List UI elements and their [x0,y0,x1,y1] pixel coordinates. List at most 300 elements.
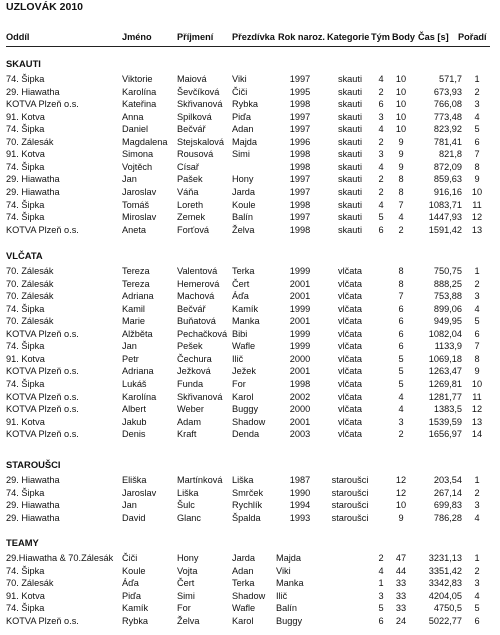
cell-prijmeni: Valentová [177,266,218,276]
cell-oddil: 29. Hiawatha [6,475,60,485]
cell-poradi: 4 [474,512,480,523]
cell-prijmeni: Machová [177,291,215,302]
cell-prezdivka: Ježek [232,366,257,377]
cell-rok-narozeni: 1997 [289,186,311,197]
cell-poradi: 13 [471,416,483,427]
table-row [0,602,500,614]
cell-jmeno: Adriana [122,291,154,302]
cell-prezdivka: Kamík [232,303,259,314]
cell-prezdivka: Hony [232,174,254,185]
cell-body: 33 [395,578,407,589]
cell-prezdivka: Smrček [232,487,264,498]
cell-prijmeni: Šulc [177,500,195,511]
cell-prezdivka: Rychlík [232,500,263,511]
cell-rok-narozeni: 1990 [289,487,311,498]
cell-prijmeni: Adam [177,416,202,427]
cell-cas: 1269,81 [428,378,462,389]
cell-jmeno: Denis [122,429,146,440]
cell-prezdivka: Shadow [232,590,266,601]
cell-poradi: 7 [474,149,480,160]
section-heading: VLČATA [6,250,43,261]
cell-kategorie: vlčata [337,341,362,352]
cell-cas: 1447,93 [428,212,462,223]
cell-jmeno: Jaroslav [122,487,157,498]
cell-kategorie: skauti [337,86,362,97]
cell-prezdivka: Špalda [232,512,261,523]
cell-prijmeni: Skřivanová [177,99,223,110]
cell-poradi: 2 [474,86,480,97]
cell-kategorie: skauti [337,224,362,235]
cell-prijmeni: Maiová [177,74,207,84]
cell-cas: 872,09 [433,161,462,172]
cell-jmeno: Tereza [122,278,150,289]
cell-kategorie: vlčata [337,291,362,302]
cell-oddil: 29.Hiawatha & 70.Zálesák [6,553,114,563]
cell-kategorie: skauti [337,124,362,135]
cell-cas: 766,08 [433,99,462,110]
table-row [0,378,500,390]
cell-cas: 786,28 [433,512,462,523]
cell-body: 7 [398,291,404,302]
cell-kategorie: skauti [337,174,362,185]
cell-kategorie: staroušci [331,475,369,485]
cell-jmeno: Kamík [122,603,149,614]
cell-poradi: 1 [474,553,480,563]
cell-cas: 673,93 [433,86,462,97]
cell-body: 3 [398,416,404,427]
cell-prijmeni: Liška [177,487,199,498]
cell-jmeno: Tereza [122,266,150,276]
cell-poradi: 3 [474,500,480,511]
cell-oddil: 70. Zálesák [6,136,54,147]
cell-poradi: 7 [474,341,480,352]
cell-prezdivka: Ilič [232,353,244,364]
cell-body: 10 [395,86,407,97]
cell-tym: 3 [378,149,384,160]
cell-oddil: 29. Hiawatha [6,186,60,197]
cell-jmeno: Áďa [122,578,139,589]
header-kategorie: Kategorie [327,32,370,42]
cell-prijmeni: Pašek [177,174,203,185]
cell-prezdivka: Karol [232,391,254,402]
document-title: UZLOVÁK 2010 [6,1,84,13]
cell-tym: 1 [378,578,384,589]
cell-kategorie: vlčata [337,303,362,314]
cell-poradi: 1 [474,74,480,84]
cell-body: 33 [395,603,407,614]
cell-cas: 823,92 [433,124,462,135]
header-rok-narozeni: Rok naroz. [278,32,325,42]
cell-tym: 4 [378,565,384,576]
table-row [0,328,500,340]
cell-prezdivka: Terka [232,266,255,276]
cell-tym: 6 [378,224,384,235]
cell-rok-narozeni: 1994 [289,500,311,511]
cell-cas: 4204,05 [428,590,462,601]
cell-rok-narozeni: 1997 [289,74,311,84]
cell-cas: 1069,18 [428,353,462,364]
cell-rok-narozeni: 2002 [289,391,311,402]
table-row [0,577,500,589]
cell-prijmeni: Ševčíková [177,86,220,97]
cell-poradi: 14 [471,429,483,440]
cell-cas: 267,14 [433,487,462,498]
table-row [0,278,500,290]
table-row [0,98,500,110]
cell-jmeno: Anna [122,111,144,122]
cell-kategorie: staroušci [331,487,369,498]
cell-prezdivka: Liška [232,475,254,485]
cell-cas: 859,63 [433,174,462,185]
table-row [0,303,500,315]
cell-prijmeni: Martínková [177,475,223,485]
cell-body: 12 [395,475,407,485]
cell-prezdivka: Jarda [232,553,255,563]
cell-oddil: KOTVA Plzeň o.s. [6,99,79,110]
cell-rok-narozeni: 1998 [289,149,311,160]
cell-rok-narozeni: Buggy [276,615,303,626]
cell-jmeno: Jan [122,174,137,185]
cell-prezdivka: Bibi [232,328,248,339]
cell-oddil: 74. Šipka [6,378,45,389]
cell-prezdivka: Piďa [232,111,251,122]
table-row [0,315,500,327]
cell-body: 2 [398,429,404,440]
cell-prijmeni: Bečvář [177,303,206,314]
cell-poradi: 1 [474,475,480,485]
cell-jmeno: Piďa [122,590,141,601]
table-row [0,290,500,302]
cell-jmeno: Vojtěch [122,161,153,172]
cell-body: 10 [395,111,407,122]
cell-prijmeni: Stejskalová [177,136,224,147]
cell-prijmeni: Spilková [177,111,212,122]
cell-poradi: 2 [474,487,480,498]
cell-kategorie: staroušci [331,500,369,511]
cell-cas: 1083,71 [428,199,462,210]
cell-body: 8 [398,174,404,185]
cell-body: 33 [395,590,407,601]
cell-prijmeni: Hemerová [177,278,220,289]
cell-cas: 1591,42 [428,224,462,235]
header-prijmeni: Příjmení [177,32,214,42]
cell-body: 44 [395,565,407,576]
cell-jmeno: Lukáš [122,378,147,389]
cell-prijmeni: For [177,603,191,614]
cell-body: 6 [398,341,404,352]
table-row [0,186,500,198]
cell-rok-narozeni: 1999 [289,266,311,276]
table-row [0,136,500,148]
table-row [0,365,500,377]
cell-jmeno: Alžběta [122,328,153,339]
cell-oddil: 91. Kotva [6,149,45,160]
table-row [0,199,500,211]
cell-poradi: 13 [471,224,483,235]
cell-body: 12 [395,487,407,498]
cell-body: 47 [395,553,407,563]
section-heading: SKAUTI [6,58,41,69]
cell-rok-narozeni: 1999 [289,303,311,314]
cell-kategorie: skauti [337,212,362,223]
cell-kategorie: vlčata [337,391,362,402]
header-poradi: Pořadí [458,32,487,42]
cell-jmeno: Kamil [122,303,145,314]
cell-oddil: 29. Hiawatha [6,512,60,523]
cell-kategorie: skauti [337,74,362,84]
cell-prijmeni: Kraft [177,429,197,440]
cell-oddil: 29. Hiawatha [6,86,60,97]
cell-oddil: KOTVA Plzeň o.s. [6,429,79,440]
cell-rok-narozeni: 1998 [289,224,311,235]
cell-prezdivka: Karol [232,615,254,626]
cell-oddil: 74. Šipka [6,487,45,498]
cell-body: 9 [398,136,404,147]
cell-rok-narozeni: 1995 [289,86,311,97]
cell-prezdivka: Manka [232,316,260,327]
cell-rok-narozeni: 1993 [289,512,311,523]
cell-poradi: 12 [471,404,483,415]
cell-body: 9 [398,161,404,172]
section-heading: TEAMY [6,537,39,548]
cell-tym: 2 [378,86,384,97]
cell-prijmeni: Vojta [177,565,198,576]
table-row [0,403,500,415]
section-heading: STAROUŠCI [6,459,61,470]
cell-prijmeni: Weber [177,404,204,415]
cell-rok-narozeni: 1999 [289,341,311,352]
cell-prezdivka: Wafle [232,603,256,614]
cell-oddil: 70. Zálesák [6,266,54,276]
cell-tym: 5 [378,603,384,614]
cell-body: 8 [398,266,404,276]
cell-jmeno: Jan [122,341,137,352]
cell-body: 4 [398,212,404,223]
cell-jmeno: Kateřina [122,99,157,110]
cell-poradi: 9 [474,366,480,377]
cell-body: 9 [398,512,404,523]
cell-cas: 5022,77 [428,615,462,626]
table-row [0,353,500,365]
cell-oddil: 74. Šipka [6,303,45,314]
cell-jmeno: Aneta [122,224,147,235]
cell-oddil: 74. Šipka [6,341,45,352]
cell-kategorie: skauti [337,161,362,172]
cell-rok-narozeni: Balín [276,603,297,614]
cell-kategorie: vlčata [337,278,362,289]
cell-prijmeni: Želva [177,615,200,626]
cell-jmeno: Simona [122,149,154,160]
cell-body: 10 [395,99,407,110]
cell-kategorie: staroušci [331,512,369,523]
table-row [0,590,500,602]
cell-prezdivka: Buggy [232,404,259,415]
cell-tym: 2 [378,136,384,147]
header-oddil: Oddíl [6,32,30,42]
cell-prijmeni: Ježková [177,366,211,377]
cell-prezdivka: Želva [232,224,255,235]
cell-prezdivka: For [232,378,246,389]
cell-poradi: 3 [474,578,480,589]
cell-jmeno: Koule [122,565,146,576]
cell-jmeno: Tomáš [122,199,150,210]
cell-poradi: 2 [474,565,480,576]
cell-rok-narozeni: 1998 [289,99,311,110]
cell-body: 2 [398,224,404,235]
cell-poradi: 3 [474,99,480,110]
cell-tym: 2 [378,553,384,563]
cell-cas: 3351,42 [428,565,462,576]
cell-oddil: 74. Šipka [6,603,45,614]
cell-oddil: 74. Šipka [6,124,45,135]
cell-jmeno: Miroslav [122,212,157,223]
cell-kategorie: skauti [337,99,362,110]
table-row [0,487,500,499]
cell-prezdivka: Balín [232,212,253,223]
cell-cas: 699,83 [433,500,462,511]
cell-kategorie: skauti [337,149,362,160]
cell-jmeno: Marie [122,316,145,327]
cell-oddil: 91. Kotva [6,416,45,427]
cell-body: 6 [398,328,404,339]
cell-tym: 6 [378,99,384,110]
cell-prijmeni: Čert [177,578,195,589]
cell-rok-narozeni: 2000 [289,404,311,415]
cell-poradi: 5 [474,316,480,327]
cell-prijmeni: Čechura [177,353,212,364]
cell-kategorie: vlčata [337,416,362,427]
cell-oddil: KOTVA Plzeň o.s. [6,224,79,235]
cell-poradi: 9 [474,174,480,185]
cell-poradi: 5 [474,603,480,614]
cell-prijmeni: Zemek [177,212,206,223]
cell-prezdivka: Denda [232,429,260,440]
cell-oddil: KOTVA Plzeň o.s. [6,366,79,377]
cell-oddil: 70. Zálesák [6,316,54,327]
cell-body: 24 [395,615,407,626]
cell-kategorie: skauti [337,111,362,122]
cell-body: 10 [395,124,407,135]
cell-prijmeni: Pešek [177,341,203,352]
cell-kategorie: vlčata [337,266,362,276]
cell-cas: 773,48 [433,111,462,122]
cell-prezdivka: Rybka [232,99,259,110]
table-row [0,224,500,236]
header-tym: Tým [371,32,390,42]
cell-cas: 1539,59 [428,416,462,427]
cell-oddil: 29. Hiawatha [6,500,60,511]
cell-cas: 899,06 [433,303,462,314]
cell-cas: 4750,5 [433,603,462,614]
cell-jmeno: Jaroslav [122,186,157,197]
cell-cas: 1263,47 [428,366,462,377]
table-row [0,499,500,511]
cell-oddil: 74. Šipka [6,212,45,223]
cell-rok-narozeni: 1996 [289,136,311,147]
header-jmeno: Jméno [122,32,152,42]
table-row [0,265,500,277]
cell-oddil: 74. Šipka [6,74,45,84]
cell-poradi: 11 [472,391,482,402]
cell-body: 5 [398,378,404,389]
cell-body: 5 [398,366,404,377]
cell-kategorie: skauti [337,136,362,147]
cell-prijmeni: Hony [177,553,199,563]
cell-cas: 750,75 [433,266,462,276]
cell-jmeno: Magdalena [122,136,168,147]
cell-rok-narozeni: 1998 [289,199,311,210]
cell-prijmeni: Forťová [177,224,210,235]
table-row [0,173,500,185]
cell-rok-narozeni: 2001 [289,416,311,427]
table-row [0,565,500,577]
cell-poradi: 5 [474,124,480,135]
cell-cas: 916,16 [433,186,462,197]
cell-tym: 6 [378,615,384,626]
cell-body: 6 [398,303,404,314]
cell-oddil: KOTVA Plzeň o.s. [6,328,79,339]
cell-cas: 1383,5 [433,404,462,415]
table-row [0,416,500,428]
table-row [0,111,500,123]
cell-rok-narozeni: Majda [276,553,302,563]
cell-kategorie: vlčata [337,404,362,415]
cell-cas: 888,25 [433,278,462,289]
cell-jmeno: Daniel [122,124,149,135]
cell-body: 10 [395,500,407,511]
cell-body: 8 [398,186,404,197]
cell-poradi: 6 [474,136,480,147]
cell-poradi: 2 [474,278,480,289]
table-row [0,512,500,524]
cell-rok-narozeni: 1999 [289,328,311,339]
cell-tym: 4 [378,74,384,84]
cell-prezdivka: Koule [232,199,256,210]
table-row [0,428,500,440]
cell-rok-narozeni: Ilič [276,590,288,601]
cell-prijmeni: Císař [177,161,199,172]
cell-cas: 1656,97 [428,429,462,440]
cell-jmeno: Čiči [122,553,138,563]
cell-oddil: 70. Zálesák [6,278,54,289]
cell-jmeno: Jakub [122,416,147,427]
cell-jmeno: Jan [122,500,137,511]
cell-oddil: 91. Kotva [6,111,45,122]
cell-prijmeni: Glanc [177,512,202,523]
cell-jmeno: Karolína [122,391,157,402]
cell-oddil: 70. Zálesák [6,291,54,302]
cell-prezdivka: Majda [232,136,258,147]
cell-prezdivka: Simi [232,149,250,160]
cell-kategorie: vlčata [337,316,362,327]
cell-rok-narozeni: 1997 [289,212,311,223]
cell-oddil: 70. Zálesák [6,578,54,589]
cell-body: 8 [398,278,404,289]
cell-oddil: 91. Kotva [6,353,45,364]
cell-jmeno: Albert [122,404,147,415]
cell-oddil: KOTVA Plzeň o.s. [6,391,79,402]
cell-tym: 4 [378,124,384,135]
cell-jmeno: Eliška [122,475,147,485]
cell-rok-narozeni: 2001 [289,366,311,377]
cell-body: 10 [395,74,407,84]
cell-prijmeni: Skřivanová [177,391,223,402]
cell-body: 5 [398,353,404,364]
cell-oddil: 74. Šipka [6,199,45,210]
cell-prezdivka: Áďa [232,291,249,302]
table-row [0,211,500,223]
cell-rok-narozeni: 1997 [289,174,311,185]
